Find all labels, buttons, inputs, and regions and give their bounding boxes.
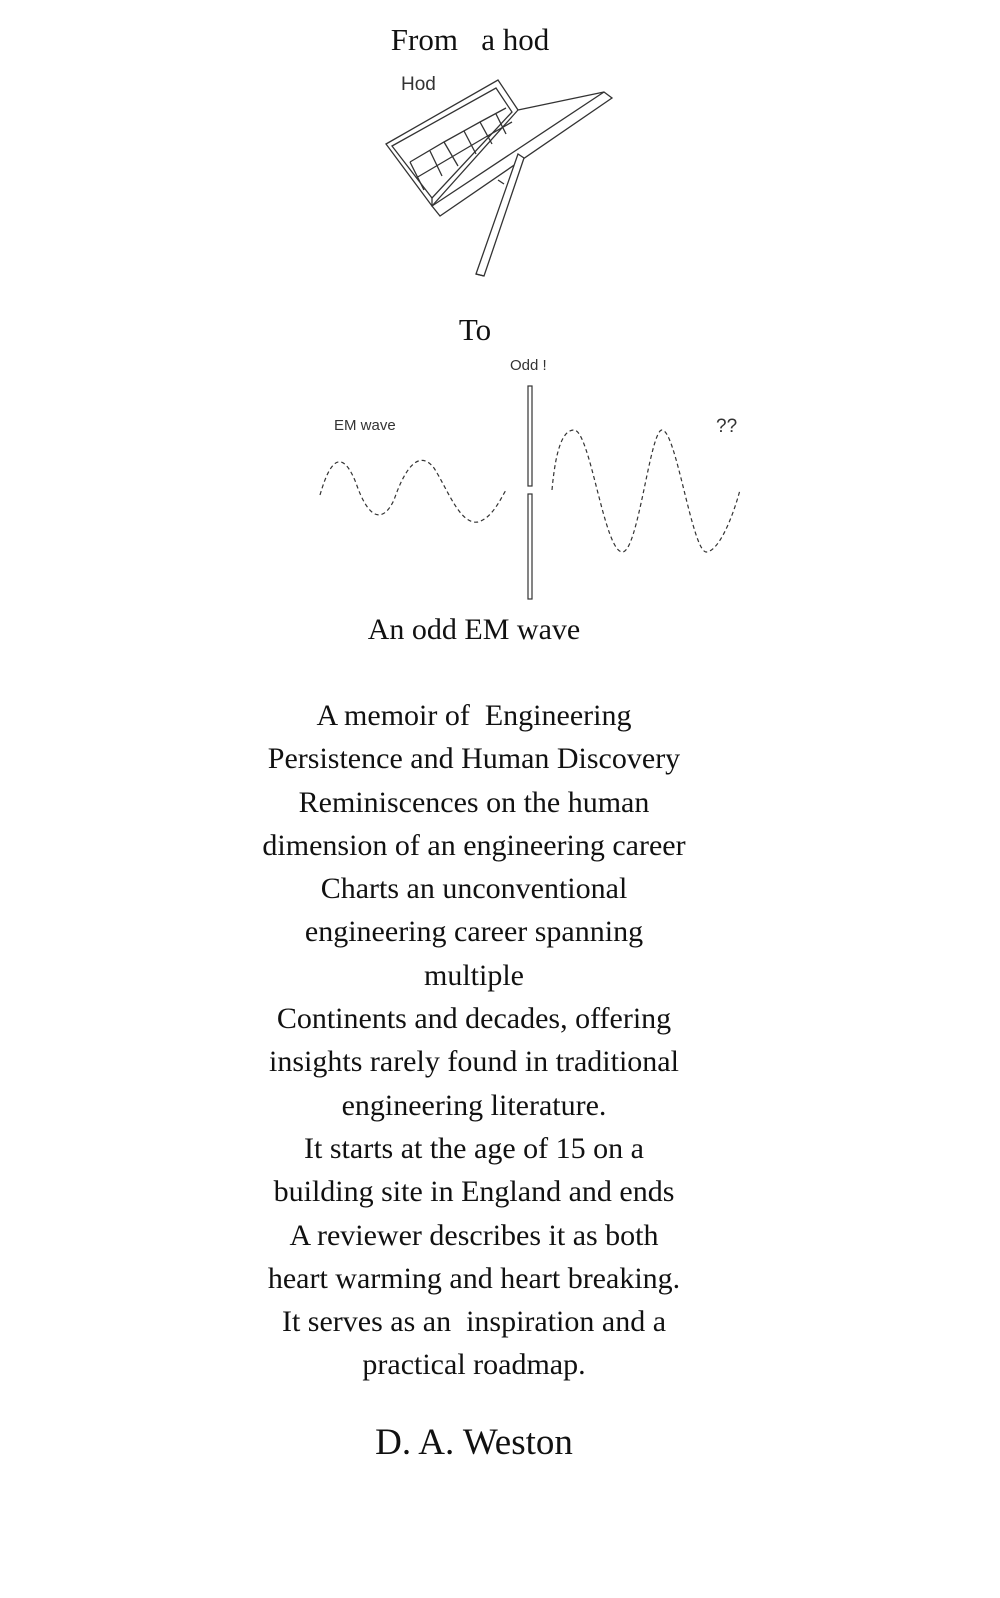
from-heading: From a hod	[390, 22, 550, 57]
author-name: D. A. Weston	[375, 1422, 573, 1463]
subtitle: An odd EM wave	[367, 613, 581, 646]
blurb-line: Charts an unconventional	[320, 872, 628, 906]
blurb-line: It starts at the age of 15 on a	[304, 1131, 644, 1165]
blurb-line: heart warming and heart breaking.	[267, 1261, 681, 1295]
blurb-line: practical roadmap.	[362, 1348, 586, 1382]
blurb-line: A memoir of Engineering	[316, 699, 632, 732]
outgoing-wave	[552, 430, 740, 552]
hod-illustration	[380, 70, 630, 280]
hod-label: Hod	[401, 74, 436, 95]
blurb-line: building site in England and ends	[273, 1175, 675, 1209]
em-wave-illustration	[300, 350, 760, 605]
blurb-line: engineering career spanning	[304, 915, 644, 949]
to-heading: To	[458, 312, 492, 347]
incoming-wave	[320, 460, 506, 522]
blurb-line: Continents and decades, offering	[276, 1002, 672, 1036]
blurb-line: Persistence and Human Discovery	[267, 742, 681, 776]
em-wave-label: EM wave	[334, 417, 396, 434]
question-label: ??	[716, 416, 738, 437]
blurb-line: It serves as an inspiration and a	[281, 1305, 667, 1339]
blurb-line: Reminiscences on the human	[298, 785, 650, 819]
blurb-line: multiple	[424, 958, 524, 992]
blurb	[200, 694, 748, 1387]
hod-lines	[386, 80, 612, 276]
blurb-line: insights rarely found in traditional	[269, 1045, 679, 1079]
blurb-line: A reviewer describes it as both	[289, 1218, 659, 1252]
blurb-line: dimension of an engineering career	[262, 828, 686, 862]
slit-barrier	[528, 386, 532, 599]
blurb-line: engineering literature.	[341, 1088, 607, 1122]
slit-label: Odd !	[510, 357, 547, 374]
